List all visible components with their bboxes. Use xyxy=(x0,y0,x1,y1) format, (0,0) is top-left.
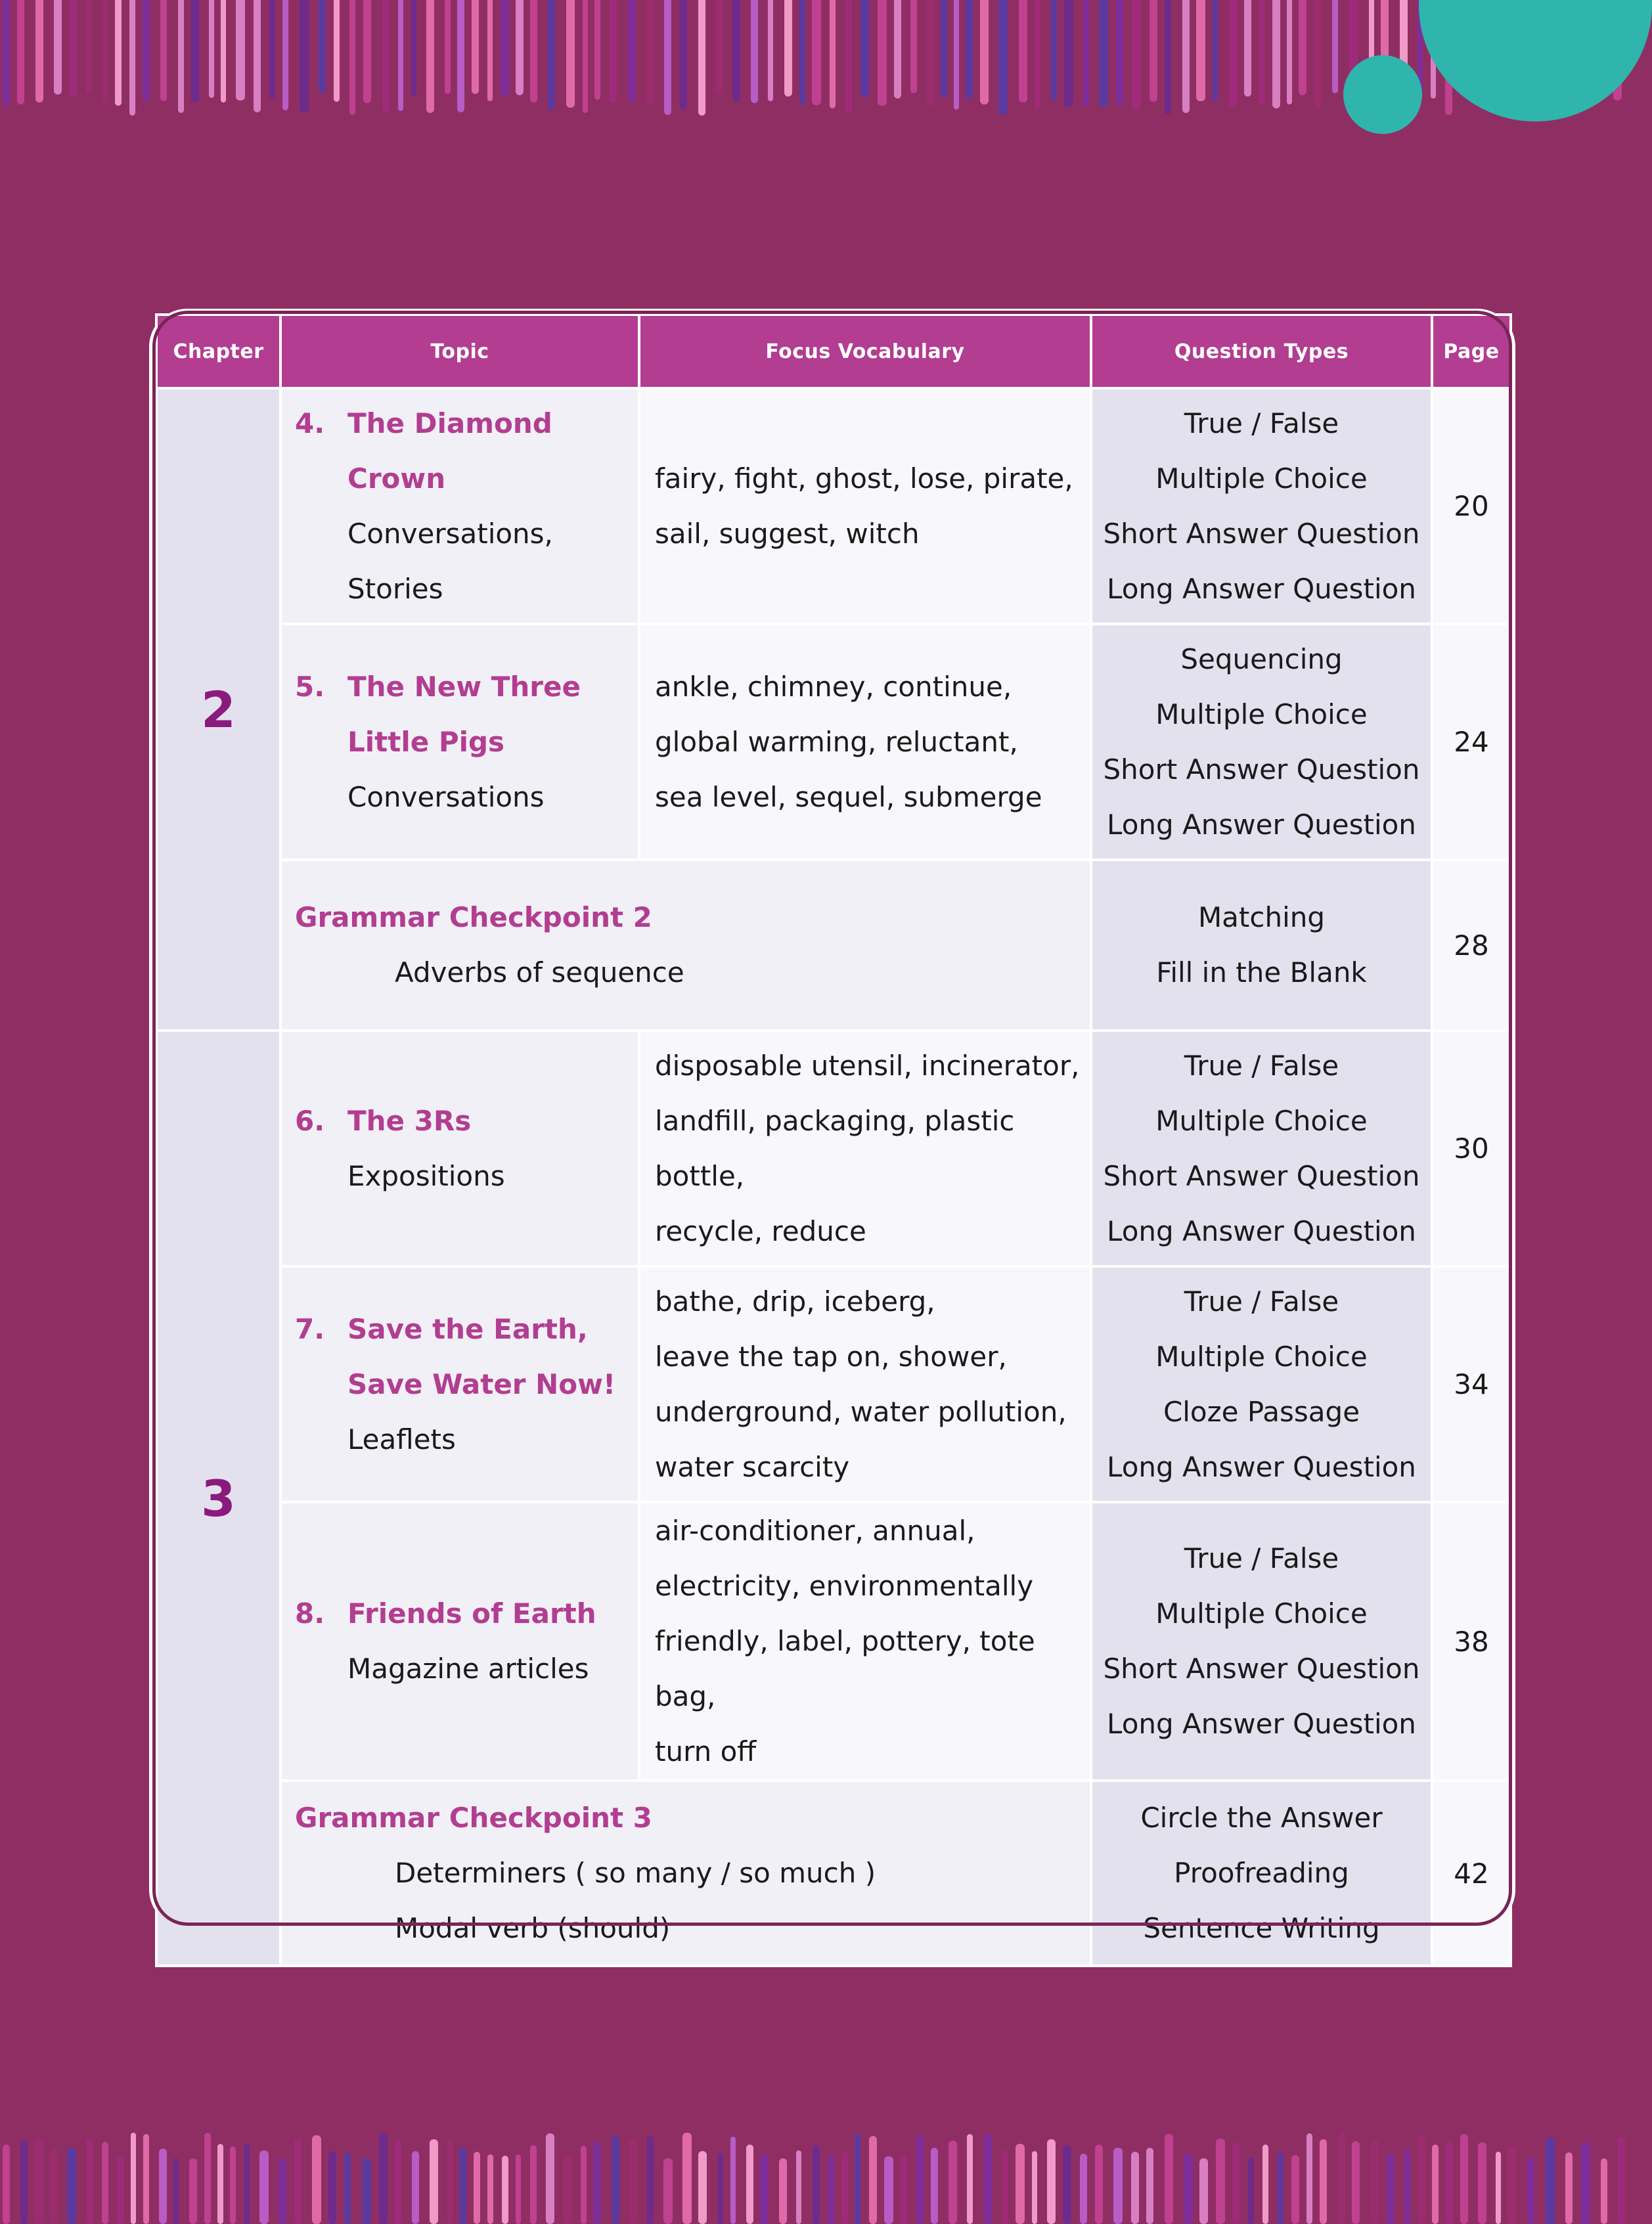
vocabulary-line: sea level, sequel, submerge xyxy=(655,780,1042,813)
question-type: Proofreading xyxy=(1174,1857,1349,1889)
decorative-stripe xyxy=(646,0,654,104)
decorative-stripe xyxy=(548,0,555,110)
table-row xyxy=(158,625,1509,858)
decorative-stripe xyxy=(1051,0,1057,101)
topic-cell xyxy=(282,1503,638,1779)
decorative-stripe xyxy=(664,0,671,115)
decorative-stripe xyxy=(472,0,479,94)
question-type: Short Answer Question xyxy=(1103,753,1420,786)
vocabulary-cell xyxy=(640,389,1090,623)
vocabulary-line: ankle, chimney, continue, xyxy=(655,670,1012,703)
decorative-stripe xyxy=(984,2134,992,2224)
decorative-stripe xyxy=(610,0,617,102)
decorative-stripe xyxy=(779,2158,787,2224)
decorative-stripe xyxy=(910,0,917,93)
decorative-stripe xyxy=(1291,2155,1299,2224)
lesson-title-line: The 3Rs xyxy=(347,1104,472,1137)
page-number: 30 xyxy=(1433,1032,1509,1265)
decorative-stripe xyxy=(487,2154,493,2224)
decorative-stripe xyxy=(54,0,62,95)
lesson-title-line: Friends of Earth xyxy=(347,1597,596,1630)
topic-cell xyxy=(282,1032,638,1265)
vocabulary-line: electricity, environmentally xyxy=(655,1570,1034,1602)
decorative-stripe xyxy=(593,2141,601,2224)
question-type: Sentence Writing xyxy=(1143,1912,1380,1944)
decorative-stripe xyxy=(1478,2143,1486,2224)
decorative-stripe xyxy=(546,2133,554,2224)
decorative-stripe xyxy=(760,2154,769,2224)
decorative-stripe xyxy=(566,0,575,108)
vocabulary-line: water scarcity xyxy=(655,1450,850,1483)
vocabulary-cell xyxy=(640,625,1090,858)
topic-cell xyxy=(282,625,638,858)
header-page: Page xyxy=(1433,316,1509,387)
lesson-title-line: Crown xyxy=(347,462,446,495)
decorative-stripe xyxy=(474,2152,480,2224)
question-types-cell xyxy=(1092,861,1431,1029)
decorative-stripe xyxy=(363,0,371,103)
decorative-stripe xyxy=(160,0,167,101)
lesson-number: 4. xyxy=(295,407,325,439)
decorative-stripe xyxy=(1244,0,1251,97)
vocabulary-line: turn off xyxy=(655,1735,757,1768)
topic-cell xyxy=(282,389,638,623)
vocabulary-cell xyxy=(640,1503,1090,1779)
page-number: 42 xyxy=(1433,1782,1509,1965)
lesson-genre: Magazine articles xyxy=(347,1653,589,1685)
decorative-stripe xyxy=(282,0,288,110)
decorative-stripe xyxy=(1063,2145,1071,2224)
decorative-stripe xyxy=(1132,0,1140,110)
question-types-cell xyxy=(1092,1032,1431,1265)
decorative-stripe xyxy=(412,2151,419,2224)
decorative-stripe xyxy=(502,2156,508,2224)
decorative-stripe xyxy=(799,0,805,105)
vocabulary-line: leave the tap on, shower, xyxy=(655,1340,1007,1373)
question-type: True / False xyxy=(1184,1049,1339,1082)
decorative-stripe xyxy=(1165,0,1171,114)
decorative-stripe xyxy=(1248,2158,1254,2224)
decorative-stripe xyxy=(445,0,451,94)
decorative-stripe xyxy=(457,0,464,112)
question-type: Cloze Passage xyxy=(1163,1395,1360,1428)
decorative-stripe xyxy=(967,2134,973,2224)
decorative-stripe xyxy=(746,2145,753,2224)
decorative-stripe xyxy=(730,2137,736,2224)
question-type: Short Answer Question xyxy=(1103,1159,1420,1192)
decorative-stripe xyxy=(487,0,493,101)
decorative-stripe xyxy=(312,2135,321,2224)
header-focus-vocabulary: Focus Vocabulary xyxy=(640,316,1090,387)
decorative-stripe xyxy=(1418,2135,1425,2224)
decorative-stripe xyxy=(1259,0,1265,105)
decorative-stripe xyxy=(1404,2149,1410,2224)
lesson-genre: Leaflets xyxy=(347,1423,456,1456)
decorative-stripe xyxy=(1432,2145,1439,2224)
decorative-stripe xyxy=(259,2150,269,2224)
decorative-stripe xyxy=(1229,0,1238,107)
decorative-stripe xyxy=(581,2146,587,2224)
decorative-stripe xyxy=(878,0,887,106)
grammar-item: Modal verb (should) xyxy=(395,1912,671,1944)
grammar-checkpoint-title: Grammar Checkpoint 2 xyxy=(295,901,652,933)
question-types-cell xyxy=(1092,1782,1431,1965)
decorative-stripe xyxy=(682,2133,692,2224)
decorative-stripe xyxy=(1299,0,1306,95)
decorative-stripe xyxy=(501,0,509,96)
question-type: True / False xyxy=(1184,1285,1339,1318)
decorative-stripe xyxy=(1150,0,1157,102)
question-type: Sequencing xyxy=(1180,642,1343,675)
vocabulary-line: global warming, reluctant, xyxy=(655,725,1018,758)
decorative-stripe xyxy=(1314,0,1322,108)
decorative-stripe xyxy=(117,2156,123,2224)
lesson-genre: Stories xyxy=(347,572,443,605)
question-types-cell xyxy=(1092,389,1431,623)
decorative-stripe xyxy=(1064,0,1073,107)
decorative-stripe xyxy=(954,0,959,110)
decorative-stripe xyxy=(966,0,973,99)
decorative-stripe xyxy=(20,2140,28,2224)
decorative-stripe xyxy=(516,0,524,95)
decorative-stripe xyxy=(860,0,869,97)
decorative-stripe xyxy=(855,2134,860,2224)
grammar-checkpoint-title: Grammar Checkpoint 3 xyxy=(295,1802,652,1834)
decorative-stripe xyxy=(1601,2158,1607,2224)
decorative-stripe xyxy=(949,2141,957,2224)
decorative-stripe xyxy=(1306,2133,1312,2224)
decorative-stripe xyxy=(1320,2139,1327,2224)
decorative-stripe xyxy=(191,0,199,102)
question-type: Multiple Choice xyxy=(1155,1340,1368,1373)
question-type: Multiple Choice xyxy=(1155,1597,1368,1630)
question-type: Multiple Choice xyxy=(1155,1104,1368,1137)
question-type: Multiple Choice xyxy=(1155,462,1368,495)
decorative-stripe xyxy=(813,2145,820,2224)
decorative-stripe xyxy=(841,2152,848,2224)
question-type: Long Answer Question xyxy=(1107,572,1416,605)
decorative-stripe xyxy=(1184,2154,1193,2224)
lesson-number: 6. xyxy=(295,1104,325,1137)
decorative-stripe xyxy=(209,0,214,98)
decorative-stripe xyxy=(1371,2140,1379,2224)
question-types-cell xyxy=(1092,1503,1431,1779)
decorative-stripe xyxy=(143,2134,149,2224)
decorative-stripe xyxy=(629,2139,637,2224)
decorative-stripe xyxy=(732,0,740,102)
decorative-stripe xyxy=(628,0,635,102)
table-row xyxy=(158,861,1509,1029)
decorative-stripe xyxy=(411,0,416,97)
decorative-stripe xyxy=(796,2150,801,2224)
decorative-stripe xyxy=(594,0,600,100)
decorative-stripe xyxy=(1002,2150,1008,2224)
question-types-cell xyxy=(1092,1268,1431,1501)
decorative-stripe xyxy=(941,0,947,98)
contents-table-frame xyxy=(155,313,1509,1944)
decorative-stripe xyxy=(35,0,43,102)
header-question-types: Question Types xyxy=(1092,316,1431,387)
decorative-stripe xyxy=(612,2136,619,2224)
vocabulary-cell xyxy=(640,1032,1090,1265)
page-number: 20 xyxy=(1433,389,1509,623)
decorative-stripe xyxy=(845,0,852,114)
decorative-stripe xyxy=(980,0,989,104)
lesson-number: 8. xyxy=(295,1597,325,1630)
decorative-stripe xyxy=(3,0,10,106)
page-number: 28 xyxy=(1433,861,1509,1029)
small-teal-circle-decoration xyxy=(1343,55,1422,134)
decorative-stripe xyxy=(1278,2152,1284,2224)
grammar-checkpoint-cell xyxy=(282,861,1090,1029)
decorative-stripe xyxy=(131,2133,136,2224)
header-chapter: Chapter xyxy=(158,316,279,387)
decorative-stripe xyxy=(1546,2137,1555,2224)
decorative-stripe xyxy=(398,0,403,111)
decorative-stripe xyxy=(1332,0,1338,93)
decorative-stripe xyxy=(426,0,434,113)
decorative-stripe xyxy=(334,0,340,102)
decorative-stripe xyxy=(269,0,275,99)
decorative-stripe xyxy=(718,2153,723,2224)
decorative-stripe xyxy=(812,0,821,105)
table-row xyxy=(158,1268,1509,1501)
bottom-stripe-border xyxy=(0,2125,1629,2219)
decorative-stripe xyxy=(1095,2145,1103,2224)
decorative-stripe xyxy=(1047,2139,1056,2224)
decorative-stripe xyxy=(379,2133,388,2224)
decorative-stripe xyxy=(178,0,184,113)
decorative-stripe xyxy=(1262,2145,1268,2224)
decorative-stripe xyxy=(51,2148,57,2224)
decorative-stripe xyxy=(830,0,836,108)
decorative-stripe xyxy=(1016,2144,1025,2224)
decorative-stripe xyxy=(716,0,723,95)
decorative-stripe xyxy=(583,0,588,113)
decorative-stripe xyxy=(236,0,245,100)
table-row xyxy=(158,389,1509,623)
question-type: Long Answer Question xyxy=(1107,1708,1416,1740)
decorative-stripe xyxy=(530,0,537,102)
decorative-stripe xyxy=(319,0,326,93)
grammar-checkpoint-cell xyxy=(282,1782,1090,1965)
vocabulary-line: air-conditioner, annual, xyxy=(655,1515,975,1547)
decorative-stripe xyxy=(279,2158,286,2224)
header-topic: Topic xyxy=(282,316,638,387)
decorative-stripe xyxy=(1131,2152,1139,2224)
lesson-title-line: Little Pigs xyxy=(347,725,505,758)
vocabulary-line: bathe, drip, iceberg, xyxy=(655,1285,935,1318)
vocabulary-cell xyxy=(640,1268,1090,1501)
decorative-stripe xyxy=(916,2135,924,2224)
decorative-stripe xyxy=(143,0,150,100)
vocabulary-line: friendly, label, pottery, tote bag, xyxy=(655,1625,1035,1712)
grammar-item: Adverbs of sequence xyxy=(395,956,684,989)
decorative-stripe xyxy=(1460,2134,1468,2224)
decorative-stripe xyxy=(1618,2137,1625,2224)
decorative-stripe xyxy=(189,2158,197,2224)
question-type: True / False xyxy=(1184,1542,1339,1574)
decorative-stripe xyxy=(459,2147,466,2224)
decorative-stripe xyxy=(698,2151,707,2224)
contents-table xyxy=(155,313,1512,1967)
decorative-stripe xyxy=(869,2136,877,2224)
decorative-stripe xyxy=(564,2155,571,2224)
decorative-stripe xyxy=(1216,2139,1225,2224)
decorative-stripe xyxy=(1019,0,1027,102)
table-row xyxy=(158,1032,1509,1265)
decorative-stripe xyxy=(998,0,1008,115)
decorative-stripe xyxy=(254,0,261,112)
question-type: Fill in the Blank xyxy=(1156,956,1367,989)
decorative-stripe xyxy=(931,2148,938,2224)
grammar-item: Determiners ( so many / so much ) xyxy=(395,1857,876,1889)
decorative-stripe xyxy=(1035,0,1040,110)
decorative-stripe xyxy=(1080,2154,1087,2224)
lesson-genre: Conversations xyxy=(347,780,545,813)
vocabulary-line: sail, suggest, witch xyxy=(655,517,920,550)
decorative-stripe xyxy=(784,0,792,97)
page-number: 38 xyxy=(1433,1503,1509,1779)
decorative-stripe xyxy=(1099,0,1108,107)
lesson-number: 5. xyxy=(295,670,325,703)
decorative-stripe xyxy=(1196,0,1205,101)
decorative-stripe xyxy=(1338,2133,1345,2224)
lesson-number: 7. xyxy=(295,1312,325,1345)
question-type: Long Answer Question xyxy=(1107,808,1416,841)
question-type: Circle the Answer xyxy=(1140,1802,1383,1834)
decorative-stripe xyxy=(159,2148,167,2224)
decorative-stripe xyxy=(1287,0,1292,104)
decorative-stripe xyxy=(1116,0,1123,106)
decorative-stripe xyxy=(328,2151,336,2224)
decorative-stripe xyxy=(382,0,390,113)
chapter-number: 3 xyxy=(158,1032,279,1965)
decorative-stripe xyxy=(751,0,758,103)
decorative-stripe xyxy=(663,2158,673,2224)
decorative-stripe xyxy=(349,0,355,115)
decorative-stripe xyxy=(294,2139,301,2224)
decorative-stripe xyxy=(927,0,934,106)
decorative-stripe xyxy=(1213,0,1218,101)
decorative-stripe xyxy=(204,2133,211,2224)
decorative-stripe xyxy=(698,0,705,116)
question-type: Long Answer Question xyxy=(1107,1214,1416,1247)
vocabulary-line: disposable utensil, incinerator, xyxy=(655,1049,1080,1082)
question-types-cell xyxy=(1092,625,1431,858)
decorative-stripe xyxy=(900,2156,906,2224)
decorative-stripe xyxy=(85,0,91,94)
vocabulary-line: landfill, packaging, plastic bottle, xyxy=(655,1104,1015,1192)
decorative-stripe xyxy=(828,2156,834,2224)
decorative-stripe xyxy=(17,0,24,104)
lesson-title-line: Save Water Now! xyxy=(347,1368,616,1400)
decorative-stripe xyxy=(1199,2158,1208,2224)
decorative-stripe xyxy=(362,2158,371,2224)
decorative-stripe xyxy=(102,0,108,103)
lesson-title-line: Save the Earth, xyxy=(347,1312,588,1345)
question-type: Short Answer Question xyxy=(1103,517,1420,550)
lesson-title-line: The New Three xyxy=(347,670,581,703)
decorative-stripe xyxy=(1387,2153,1394,2224)
lesson-genre: Expositions xyxy=(347,1159,505,1192)
decorative-stripe xyxy=(1113,2148,1123,2224)
decorative-stripe xyxy=(69,0,77,97)
decorative-stripe xyxy=(1496,2152,1501,2224)
vocabulary-line: underground, water pollution, xyxy=(655,1395,1067,1428)
decorative-stripe xyxy=(1565,2152,1573,2224)
question-type: Long Answer Question xyxy=(1107,1450,1416,1483)
chapter-number: 2 xyxy=(158,389,279,1029)
lesson-title-line: The Diamond xyxy=(347,407,552,439)
decorative-stripe xyxy=(680,0,687,109)
decorative-stripe xyxy=(300,0,309,113)
decorative-stripe xyxy=(173,2158,179,2224)
decorative-stripe xyxy=(34,2138,43,2224)
page-number: 34 xyxy=(1433,1268,1509,1501)
decorative-stripe xyxy=(1146,2148,1153,2224)
decorative-stripe xyxy=(768,0,773,101)
question-type: Multiple Choice xyxy=(1155,698,1368,730)
decorative-stripe xyxy=(1581,2143,1590,2224)
decorative-stripe xyxy=(1446,2141,1453,2224)
decorative-stripe xyxy=(1032,2151,1037,2224)
vocabulary-line: fairy, fight, ghost, lose, pirate, xyxy=(655,462,1073,495)
decorative-stripe xyxy=(894,0,901,99)
question-type: Short Answer Question xyxy=(1103,1653,1420,1685)
decorative-stripe xyxy=(87,2138,93,2224)
decorative-stripe xyxy=(1182,0,1190,113)
table-row xyxy=(158,1503,1509,1779)
vocabulary-line: recycle, reduce xyxy=(655,1214,866,1247)
decorative-stripe xyxy=(221,0,226,102)
decorative-stripe xyxy=(530,2145,537,2224)
decorative-stripe xyxy=(230,2146,236,2224)
decorative-stripe xyxy=(3,2145,10,2224)
decorative-stripe xyxy=(430,2139,438,2224)
decorative-stripe xyxy=(395,2140,401,2224)
decorative-stripe xyxy=(1352,2141,1360,2224)
decorative-stripe xyxy=(244,2144,250,2224)
lesson-genre: Conversations, xyxy=(347,517,553,550)
topic-cell xyxy=(282,1268,638,1501)
decorative-stripe xyxy=(115,0,122,106)
decorative-stripe xyxy=(1233,2143,1239,2224)
question-type: True / False xyxy=(1184,407,1339,439)
decorative-stripe xyxy=(647,2136,654,2224)
decorative-stripe xyxy=(1083,0,1089,106)
decorative-stripe xyxy=(884,2156,893,2224)
decorative-stripe xyxy=(129,0,135,116)
decorative-stripe xyxy=(516,2154,521,2224)
table-row xyxy=(158,1782,1509,1965)
decorative-stripe xyxy=(1527,2157,1534,2224)
page-number: 24 xyxy=(1433,625,1509,858)
table-header-row xyxy=(158,316,1509,387)
decorative-stripe xyxy=(102,2142,108,2224)
decorative-stripe xyxy=(447,2138,453,2224)
decorative-stripe xyxy=(1507,2146,1516,2224)
decorative-stripe xyxy=(1272,0,1280,108)
question-type: Matching xyxy=(1197,901,1326,933)
decorative-stripe xyxy=(67,2148,76,2224)
decorative-stripe xyxy=(344,2152,351,2224)
decorative-stripe xyxy=(217,2144,223,2224)
decorative-stripe xyxy=(1165,2134,1173,2224)
